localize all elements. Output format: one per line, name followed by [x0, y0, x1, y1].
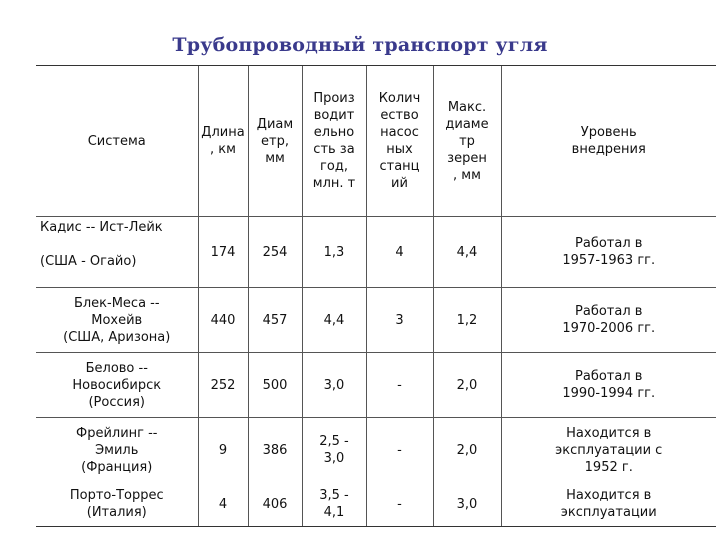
table-row: [36, 482, 716, 527]
cell-length: 174: [198, 217, 248, 288]
cell-status: Работал в 1990-1994 гг.: [501, 353, 716, 418]
table-row: [36, 418, 716, 483]
cell-capacity: 1,3: [302, 217, 366, 288]
cell-pumps: 4: [366, 217, 433, 288]
cell-status: Работал в 1970-2006 гг.: [501, 288, 716, 353]
cell-status: Работал в 1957-1963 гг.: [501, 217, 716, 288]
cell-length: 252: [198, 353, 248, 418]
cell-pumps: -: [366, 353, 433, 418]
coal-pipeline-table: [36, 65, 716, 527]
cell-diameter: 254: [248, 217, 302, 288]
cell-system: Белово -- Новосибирск (Россия): [36, 353, 198, 418]
cell-grain: 2,0: [433, 418, 501, 483]
header-grain: Макс. диаме тр зерен , мм: [433, 66, 501, 217]
header-system: Система: [36, 66, 198, 217]
cell-capacity: 4,4: [302, 288, 366, 353]
cell-pumps: -: [366, 418, 433, 483]
cell-diameter: 386: [248, 418, 302, 483]
header-diameter: Диам етр, мм: [248, 66, 302, 217]
cell-capacity: 2,5 - 3,0: [302, 418, 366, 483]
cell-length: 440: [198, 288, 248, 353]
cell-grain: 3,0: [433, 482, 501, 527]
cell-diameter: 500: [248, 353, 302, 418]
cell-capacity: 3,5 - 4,1: [302, 482, 366, 527]
header-length: Длина , км: [198, 66, 248, 217]
header-status: Уровень внедрения: [501, 66, 716, 217]
cell-diameter: 406: [248, 482, 302, 527]
system-name: Кадис -- Ист-Лейк: [40, 220, 163, 235]
cell-length: 4: [198, 482, 248, 527]
header-pumps: Колич ество насос ных станц ий: [366, 66, 433, 217]
header-capacity: Произ водит ельно сть за год, млн. т: [302, 66, 366, 217]
cell-grain: 1,2: [433, 288, 501, 353]
cell-grain: 2,0: [433, 353, 501, 418]
cell-system: Порто-Торрес (Италия): [36, 482, 198, 527]
cell-capacity: 3,0: [302, 353, 366, 418]
table-row: [36, 217, 716, 288]
table-row: [36, 353, 716, 418]
cell-length: 9: [198, 418, 248, 483]
cell-system: Блек-Меса -- Мохейв (США, Аризона): [36, 288, 198, 353]
slide-title: Трубопроводный транспорт угля: [172, 34, 548, 56]
header-row: [36, 66, 716, 217]
cell-pumps: 3: [366, 288, 433, 353]
table-row: [36, 288, 716, 353]
cell-grain: 4,4: [433, 217, 501, 288]
system-region: (США - Огайо): [40, 254, 137, 269]
cell-system: [36, 217, 198, 288]
cell-pumps: -: [366, 482, 433, 527]
cell-status: Находится в эксплуатации: [501, 482, 716, 527]
cell-status: Находится в эксплуатации с 1952 г.: [501, 418, 716, 483]
cell-system: Фрейлинг -- Эмиль (Франция): [36, 418, 198, 483]
cell-diameter: 457: [248, 288, 302, 353]
